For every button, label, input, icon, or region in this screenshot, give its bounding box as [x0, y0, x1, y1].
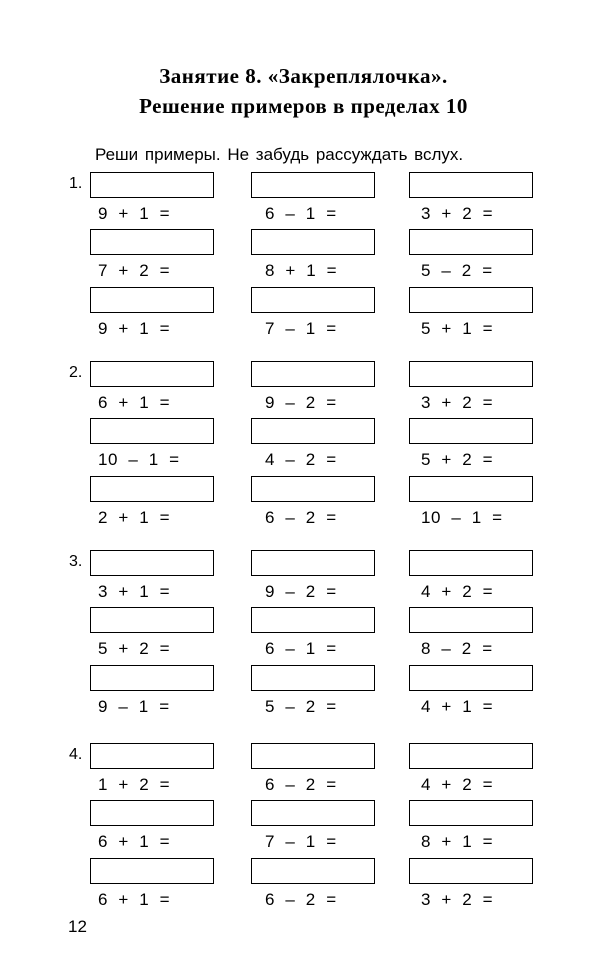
math-expression: 8 + 1 =	[265, 261, 338, 280]
answer-box[interactable]	[251, 229, 375, 255]
math-expression: 6 + 1 =	[98, 832, 171, 851]
math-expression: 5 – 2 =	[421, 261, 493, 280]
math-expression: 3 + 1 =	[98, 582, 171, 601]
math-expression: 6 + 1 =	[98, 393, 171, 412]
answer-box[interactable]	[90, 743, 214, 769]
math-expression: 9 – 2 =	[265, 582, 337, 601]
math-expression: 6 – 2 =	[265, 508, 337, 527]
answer-box[interactable]	[251, 287, 375, 313]
math-expression: 6 – 2 =	[265, 890, 337, 909]
math-expression: 4 + 2 =	[421, 775, 494, 794]
answer-box[interactable]	[90, 418, 214, 444]
answer-box[interactable]	[251, 665, 375, 691]
exercise-number: 2.	[69, 364, 83, 381]
math-expression: 8 + 1 =	[421, 832, 494, 851]
math-expression: 9 – 1 =	[98, 697, 170, 716]
instruction-text: Реши примеры. Не забудь рассуждать вслух.	[95, 145, 464, 164]
math-expression: 5 + 2 =	[421, 450, 494, 469]
math-expression: 6 – 1 =	[265, 639, 337, 658]
math-expression: 3 + 2 =	[421, 204, 494, 223]
answer-box[interactable]	[409, 800, 533, 826]
answer-box[interactable]	[251, 172, 375, 198]
exercise-number: 1.	[69, 175, 83, 192]
math-expression: 9 + 1 =	[98, 319, 171, 338]
math-expression: 7 + 2 =	[98, 261, 171, 280]
answer-box[interactable]	[409, 607, 533, 633]
answer-box[interactable]	[90, 229, 214, 255]
answer-box[interactable]	[90, 550, 214, 576]
answer-box[interactable]	[90, 476, 214, 502]
answer-box[interactable]	[251, 607, 375, 633]
math-expression: 9 + 1 =	[98, 204, 171, 223]
math-expression: 5 + 2 =	[98, 639, 171, 658]
answer-box[interactable]	[409, 418, 533, 444]
math-expression: 9 – 2 =	[265, 393, 337, 412]
answer-box[interactable]	[90, 607, 214, 633]
answer-box[interactable]	[251, 361, 375, 387]
math-expression: 10 – 1 =	[98, 450, 180, 469]
answer-box[interactable]	[251, 800, 375, 826]
math-expression: 5 + 1 =	[421, 319, 494, 338]
answer-box[interactable]	[409, 550, 533, 576]
answer-box[interactable]	[409, 476, 533, 502]
math-expression: 2 + 1 =	[98, 508, 171, 527]
exercise-number: 3.	[69, 553, 83, 570]
answer-box[interactable]	[90, 287, 214, 313]
math-expression: 3 + 2 =	[421, 890, 494, 909]
page-number: 12	[68, 917, 87, 936]
answer-box[interactable]	[251, 858, 375, 884]
answer-box[interactable]	[251, 418, 375, 444]
math-expression: 7 – 1 =	[265, 319, 337, 338]
exercise-number: 4.	[69, 746, 83, 763]
answer-box[interactable]	[90, 800, 214, 826]
answer-box[interactable]	[409, 665, 533, 691]
math-expression: 4 + 1 =	[421, 697, 494, 716]
answer-box[interactable]	[90, 665, 214, 691]
math-expression: 8 – 2 =	[421, 639, 493, 658]
answer-box[interactable]	[409, 287, 533, 313]
answer-box[interactable]	[90, 361, 214, 387]
answer-box[interactable]	[409, 361, 533, 387]
math-expression: 1 + 2 =	[98, 775, 171, 794]
math-expression: 10 – 1 =	[421, 508, 503, 527]
answer-box[interactable]	[251, 743, 375, 769]
math-expression: 3 + 2 =	[421, 393, 494, 412]
math-expression: 4 – 2 =	[265, 450, 337, 469]
math-expression: 6 + 1 =	[98, 890, 171, 909]
answer-box[interactable]	[409, 858, 533, 884]
math-expression: 5 – 2 =	[265, 697, 337, 716]
answer-box[interactable]	[409, 229, 533, 255]
answer-box[interactable]	[251, 476, 375, 502]
math-expression: 7 – 1 =	[265, 832, 337, 851]
answer-box[interactable]	[251, 550, 375, 576]
answer-box[interactable]	[409, 743, 533, 769]
answer-box[interactable]	[90, 172, 214, 198]
answer-box[interactable]	[90, 858, 214, 884]
math-expression: 6 – 2 =	[265, 775, 337, 794]
answer-box[interactable]	[409, 172, 533, 198]
page-title: Занятие 8. «Закреплялочка».	[159, 64, 448, 88]
math-expression: 6 – 1 =	[265, 204, 337, 223]
math-expression: 4 + 2 =	[421, 582, 494, 601]
page-subtitle: Решение примеров в пределах 10	[139, 94, 468, 118]
